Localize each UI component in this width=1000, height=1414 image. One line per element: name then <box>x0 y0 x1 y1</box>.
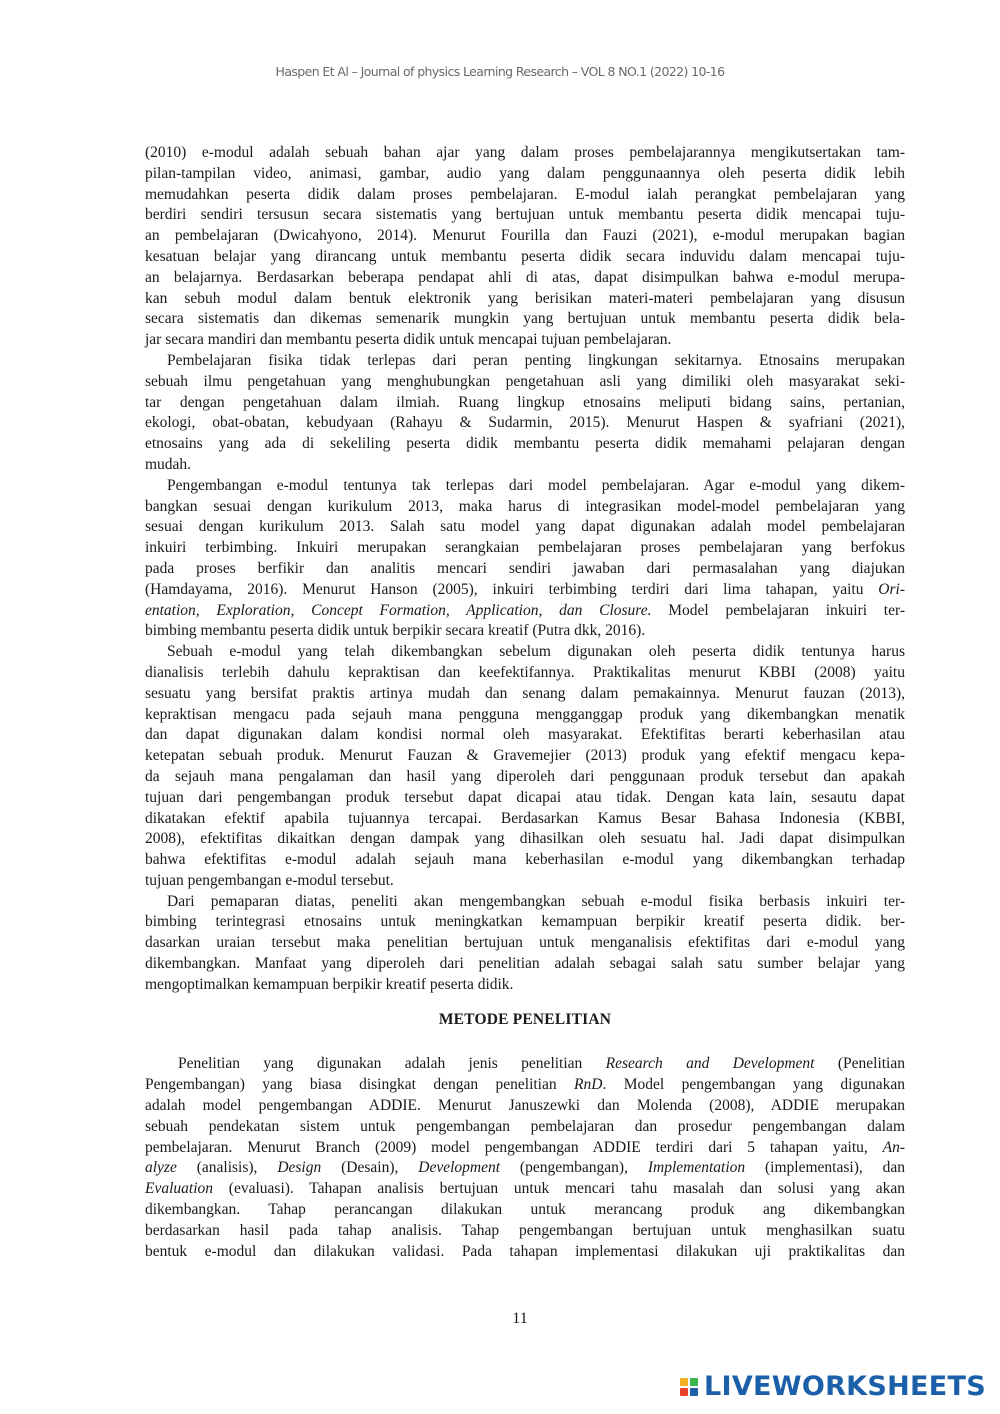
paragraph-line: tujuan pengembangan e-modul tersebut. <box>145 871 394 889</box>
paragraph-line: tujuan dari pengembangan produk tersebut dapat dicapai atau tidak. Dengan kata lain, sesautu dapat <box>145 788 905 806</box>
paragraph-line: Pengembangan e-modul tentunya tak terlepas dari model pembelajaran. Agar e-modul yang dikem- <box>167 476 905 494</box>
paragraph-line: Dari pemaparan diatas, peneliti akan mengembangkan sebuah e-modul fisika berbasis inkuiri ter- <box>167 892 905 910</box>
paragraph-list <box>145 143 905 996</box>
paragraph-line: an belajarnya. Berdasarkan beberapa pendapat ahli di atas, dapat disimpulkan bahwa e-modul merupa- <box>145 268 905 286</box>
method-line: Penelitian yang digunakan adalah jenis penelitian Research and Development (Penelitian <box>178 1055 905 1073</box>
page-number: 11 <box>512 1310 528 1327</box>
paragraph-line: pilan-tampilan video, animasi, gambar, audio yang dalam penggunaannya oleh peserta didik lebih <box>145 164 905 182</box>
paragraph-line: secara sistematis dan dikemas semenarik mungkin yang bertujuan untuk membantu peserta didik bela- <box>145 310 905 328</box>
paragraph-line: dianalisis terlebih dahulu kepraktisan dan keefektifannya. Praktikalitas menurut KBBI (2008) yaitu <box>145 663 905 681</box>
paragraph-line: etnosains yang ada di sekeliling peserta didik membantu peserta didik memahami pelajaran dengan <box>145 435 905 453</box>
paragraph-line: dikatakan efektif apabila tujuannya tercapai. Berdasarkan Kamus Besar Bahasa Indonesia (KBBI, <box>145 809 905 827</box>
paragraph-line: Pembelajaran fisika tidak terlepas dari peran penting lingkungan sekitarnya. Etnosains merupakan <box>167 351 905 369</box>
paragraph-line: bahwa efektifitas e-modul adalah sejauh mana keberhasilan e-modul yang dikembangkan terhadap <box>145 851 905 869</box>
body-paragraph <box>145 892 905 996</box>
method-line: berdasarkan hasil pada tahap analisis. Tahap pengembangan bertujuan untuk menghasilkan suatu <box>145 1221 905 1239</box>
method-line: bentuk e-modul dan dilakukan validasi. Pada tahapan implementasi dilakukan uji praktikalitas dan <box>145 1242 905 1260</box>
method-line: Evaluation (evaluasi). Tahapan analisis bertujuan untuk mencari tahu masalah dan solusi yang akan <box>145 1180 905 1198</box>
body-paragraph <box>145 642 905 892</box>
paragraph-line: memudahkan peserta didik dalam proses pembelajaran. E-modul ialah perangkat pembelajaran yang <box>145 185 905 203</box>
paragraph-line: (Hamdayama, 2016). Menurut Hanson (2005), inkuiri terbimbing terdiri dari lima tahapan, yaitu Ori- <box>145 580 905 598</box>
paragraph-line: da sejauh mana pengalaman dan hasil yang diperoleh dari penggunaan produk tersebut dan apakah <box>145 767 905 785</box>
paragraph-line: bimbing membantu peserta didik untuk berpikir secara kreatif (Putra dkk, 2016). <box>145 622 646 640</box>
method-paragraph <box>145 1054 905 1262</box>
paragraph-line: entation, Exploration, Concept Formation, Application, dan Closure. Model pembelajaran inkuiri ter- <box>145 601 905 619</box>
method-line: dikembangkan. Tahap perancangan dilakukan untuk merancang produk ang dikembangkan <box>145 1201 905 1219</box>
paragraph-line: jar secara mandiri dan membantu peserta didik untuk mencapai tujuan pembelajaran. <box>145 331 672 349</box>
method-line: adalah model pengembangan ADDIE. Menurut Januszewki dan Molenda (2008), ADDIE merupakan <box>145 1097 905 1115</box>
paragraph-line: (2010) e-modul adalah sebuah bahan ajar yang dalam proses pembelajarannya mengikutsertakan tam- <box>145 144 905 161</box>
paragraph-line: berdiri sendiri tersusun secara sistematis yang bertujuan untuk membantu peserta didik mencapai tuju- <box>145 206 905 224</box>
paragraph-line: ekologi, obat-obatan, kebudyaan (Rahayu & Sudarmin, 2015). Menurut Haspen & syafriani (2021), <box>145 414 905 432</box>
body-paragraph <box>145 351 905 476</box>
paragraph-line: sebuah ilmu pengetahuan yang menghubungkan pengetahuan asli yang dimiliki oleh masyarakat seki- <box>145 372 905 390</box>
paragraph-line: 2008), efektifitas dikaitkan dengan dampak yang dihasilkan oleh sesuatu hal. Jadi dapat disimpulkan <box>145 830 905 848</box>
paragraph-line: tar dengan pengetahuan dalam ilmiah. Ruang lingkup etnosains meliputi bidang sains, pertanian, <box>145 393 905 411</box>
brand-name: LIVEWORKSHEETS <box>703 1371 986 1402</box>
method-line: Pengembangan) yang biasa disingkat dengan penelitian RnD. Model pengembangan yang digunakan <box>145 1076 905 1094</box>
paragraph-line: kepraktisan mengacu pada sejauh mana pengguna mengganggap produk yang dikembangkan menatik <box>145 705 905 723</box>
paragraph-line: mudah. <box>145 455 192 473</box>
body-paragraph <box>145 143 905 351</box>
section-heading: METODE PENELITIAN <box>438 1010 612 1028</box>
paragraph-line: dan dapat digunakan dalam kondisi normal oleh masyarakat. Efektifitas berarti keberhasilan atau <box>145 726 905 744</box>
paragraph-line: kesatuan belajar yang dirancang untuk membantu peserta didik secara induvidu dalam mencapai tuju- <box>145 247 905 265</box>
paragraph-line: dikembangkan. Manfaat yang diperoleh dari penelitian adalah sebagai salah satu sumber belajar yang <box>145 955 905 973</box>
article-body <box>145 143 905 1262</box>
paragraph-line: mengoptimalkan kemampuan berpikir kreatif peserta didik. <box>145 975 514 993</box>
body-paragraph <box>145 476 905 642</box>
brand-grid-icon <box>680 1378 698 1396</box>
paragraph-line: bimbing terintegrasi etnosains untuk meningkatkan kemampuan berpikir kreatif peserta didik. ber- <box>145 913 905 931</box>
paragraph-line: sesuai dengan kurikulum 2013. Salah satu model yang dapat digunakan adalah model pembelajaran <box>145 518 905 536</box>
paragraph-line: ketepatan sebuah produk. Menurut Fauzan & Gravemejier (2013) produk yang efektif mengacu kepa- <box>145 747 905 765</box>
liveworksheets-logo[interactable] <box>680 1371 986 1402</box>
paragraph-line: kan sebuh modul dalam bentuk elektronik yang berisikan materi-materi pembelajaran yang disusun <box>145 289 905 307</box>
paragraph-line: bangkan sesuai dengan kurikulum 2013, maka harus di integrasikan model-model pembelajaran yang <box>145 497 905 515</box>
method-line: pembelajaran. Menurut Branch (2009) model pengembangan ADDIE terdiri dari 5 tahapan yaitu, An- <box>145 1138 905 1156</box>
paragraph-line: pada proses berfikir dan analitis mencari sendiri jawaban dari permasalahan yang diajukan <box>145 559 905 577</box>
paragraph-line: an pembelajaran (Dwicahyono, 2014). Menurut Fourilla dan Fauzi (2021), e-modul merupakan bagian <box>145 227 905 245</box>
method-line: alyze (analisis), Design (Desain), Development (pengembangan), Implementation (implementasi), dan <box>145 1159 905 1177</box>
method-line: sebuah pendekatan sistem untuk pengembangan pembelajaran dan prosedur pengembangan dalam <box>145 1117 905 1135</box>
paragraph-line: Sebuah e-modul yang telah dikembangkan sebelum digunakan oleh peserta didik tentunya harus <box>167 643 905 661</box>
running-header: Haspen Et Al – Journal of physics Learning Research – VOL 8 NO.1 (2022) 10-16 <box>275 64 725 79</box>
paragraph-line: dasarkan uraian tersebut maka penelitian bertujuan untuk menganalisis efektifitas dari e-modul yang <box>145 934 905 952</box>
paragraph-line: sesuatu yang bersifat praktis artinya mudah dan senang dalam pemakainnya. Menurut fauzan (2013), <box>145 684 905 702</box>
paragraph-line: inkuiri terbimbing. Inkuiri merupakan serangkaian pembelajaran proses pembelajaran yang berfokus <box>145 539 905 557</box>
